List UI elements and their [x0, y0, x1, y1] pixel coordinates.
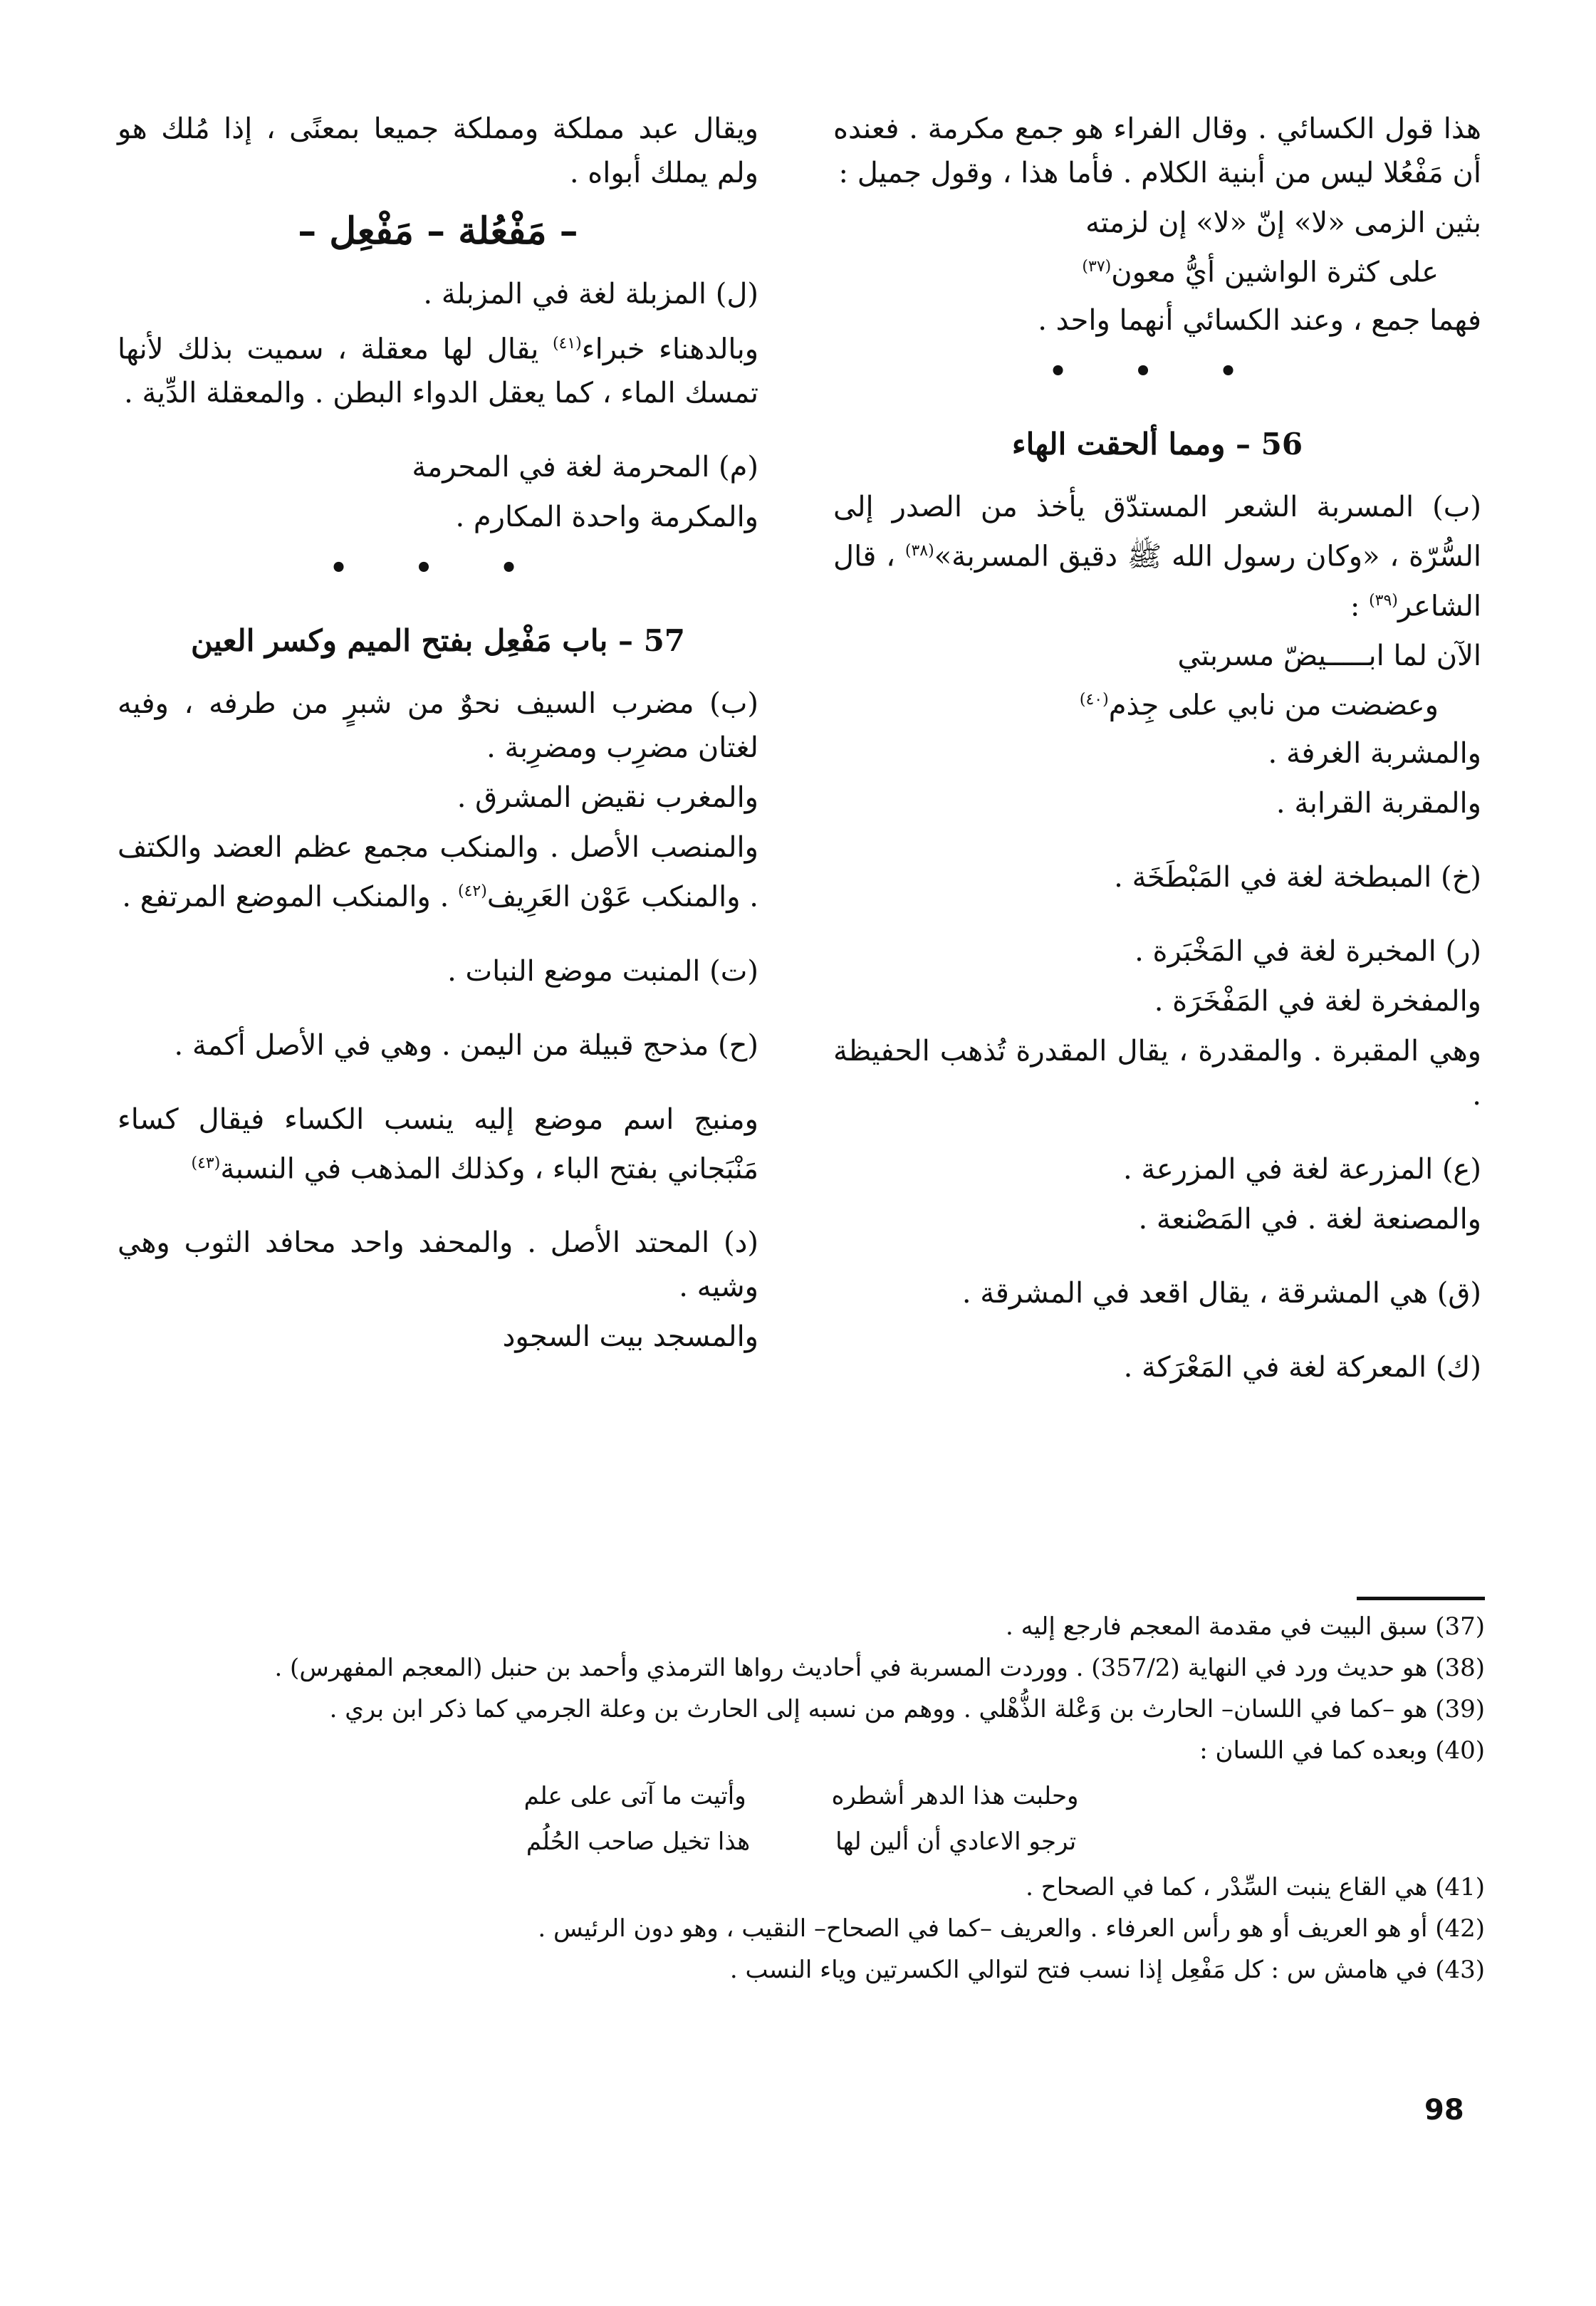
footnote-ref: (٣٧) [1082, 258, 1112, 276]
footnote-ref: (٤٢) [458, 882, 487, 901]
section-heading: 56 – ومما ألحقت الهاء [1011, 427, 1303, 462]
spacer [833, 831, 1481, 855]
paragraph: فهما جمع ، وعند الكسائي أنهما واحد . [1038, 304, 1481, 338]
footnote-ref: (٣٨) [904, 542, 934, 560]
paragraph: والمشربة الغرفة . [1268, 737, 1481, 771]
footnote: (40) وبعده كما في اللسان : [1199, 1736, 1485, 1765]
verse [833, 634, 1481, 727]
spacer [118, 999, 758, 1023]
paragraph: وهي المقبرة . والمقدرة ، يقال المقدرة تُذهب الحفيظة . [833, 1035, 1481, 1112]
paragraph-text: والمنصب الأصل . والمنكب مجمع عظم العضد والكتف . والمنكب عَوْن العَرِيف [118, 831, 758, 914]
footnote-ref: (٤٣) [191, 1154, 221, 1172]
hemistich: هذا تخيل صاحب الحُلُم [526, 1827, 751, 1856]
verse-line: بثين الزمى «لا» إنّ «لا» إن لزمته [1085, 207, 1481, 239]
paragraph: (ق) هي المشرقة ، يقال اقعد في المشرقة . [961, 1277, 1481, 1310]
footnote-verse [118, 1821, 1485, 1862]
paragraph: (ب) مضرب السيف نحوٌ من شبرٍ من طرفه ، وفيه لغتان مضرِب ومضرِبة . [118, 687, 758, 765]
footnote-ref: (٤١) [552, 335, 582, 353]
footnote-verse [118, 1775, 1485, 1817]
paragraph: ويقال عبد مملكة ومملكة جميعا بمعنًى ، إذا مُلك هو ولم يملك أبواه . [118, 113, 758, 189]
spacer [833, 1321, 1481, 1345]
hemistich: ترجو الاعادي أن ألين لها [835, 1827, 1077, 1856]
page-number: 98 [1424, 2094, 1464, 2127]
paragraph [118, 825, 758, 919]
spacer [118, 1073, 758, 1097]
paragraph-text: يقال لها معقلة ، سميت بذلك لأنها تمسك الماء ، كما يعقل الدواء البطن . والمعقلة الدِّية . [118, 333, 758, 410]
footnote: (37) سبق البيت في مقدمة المعجم فارجع إليه . [1005, 1612, 1485, 1641]
paragraph-text: وبالدهناء خبراء [581, 333, 759, 366]
right-column [833, 107, 1481, 1395]
hemistich: وحلبت هذا الدهر أشطره [831, 1782, 1079, 1810]
verse-text: على كثرة الواشين أيُّ معون [1111, 256, 1439, 289]
footnote: (39) هو –كما في اللسان– الحارث بن وَعْلة الذُّهْلي . ووهم من نسبه إلى الحارث بن وعلة الجرمي كما ذكر ابن بري . [329, 1695, 1485, 1723]
section-separator: • • • [1048, 355, 1266, 389]
paragraph: هذا قول الكسائي . وقال الفراء هو جمع مكرمة . فعنده أن مَفْعُلا ليس من أبنية الكلام . فأما هذا ، وقول جميل : [833, 113, 1481, 189]
paragraph: والمصنعة لغة . في المَصْنعة . [1138, 1203, 1481, 1236]
paragraph: (ع) المزرعة لغة في المزرعة . [1122, 1153, 1481, 1186]
footnote-ref: (٤٠) [1079, 690, 1109, 709]
verse-line [833, 678, 1481, 727]
paragraph [118, 322, 758, 415]
paragraph: (ك) المعركة لغة في المَعْرَكة . [1123, 1351, 1481, 1384]
hemistich: وأتيت ما آتى على علم [523, 1782, 746, 1810]
paragraph-text: ومنبج اسم موضع إليه ينسب الكساء فيقال كساء مَنْبَجاني بفتح الباء ، وكذلك المذهب في النسبة [118, 1102, 759, 1185]
footnote-ref: (٣٩) [1369, 591, 1398, 610]
spacer [833, 905, 1481, 929]
spacer [118, 1196, 758, 1221]
paragraph: والمسجد بيت السجود [502, 1320, 758, 1353]
paragraph: (ل) المزبلة لغة في المزبلة . [423, 278, 758, 311]
paragraph: (خ) المبطخة لغة في المَبْطَخَة . [1114, 861, 1481, 894]
footnote: (41) هي القاع ينبت السِّدْر ، كما في الصحاح . [1026, 1873, 1485, 1901]
paragraph: والمكرمة واحدة المكارم . [455, 501, 758, 534]
paragraph-text: : [1350, 589, 1360, 622]
paragraph: (ح) مذحج قبيلة من اليمن . وهي في الأصل أكمة . [174, 1028, 758, 1062]
paragraph [833, 485, 1481, 628]
spacer [833, 1247, 1481, 1271]
verse-line [833, 245, 1481, 294]
paragraph: (د) المحتد الأصل . والمحفد واحد محافد الثوب وهي وشيه . [118, 1226, 758, 1303]
paragraph-text: (ب) المسربة الشعر المستدّق يأخذ من الصدر إلى السُّرّة ، «وكان رسول الله ﷺ دقيق المسربة» [833, 491, 1482, 573]
paragraph: والمغرب نقيض المشرق . [457, 781, 758, 815]
paragraph: (ت) المنبت موضع النبات . [447, 954, 758, 988]
paragraph-text: . والمنكب الموضع المرتفع . [122, 880, 449, 914]
paragraph-text: ، قال الشاعر [833, 540, 1481, 622]
paragraph: (ر) المخبرة لغة في المَخْبَرة . [1135, 935, 1481, 969]
spacer [118, 421, 758, 445]
section-heading: – مَفْعُلة – مَفْعِل – [298, 209, 578, 253]
verse-line: الآن لما ابـــــيضّ مسربتي [1177, 639, 1481, 672]
section-separator: • • • [329, 551, 547, 585]
paragraph: والمقربة القرابة . [1276, 787, 1481, 820]
verse [833, 201, 1481, 294]
footnote: (43) في هامش س : كل مَفْعِل إذا نسب فتح لتوالي الكسرتين وياء النسب . [729, 1956, 1485, 1984]
footnote: (38) هو حديث ورد في النهاية (357/2) . ووردت المسربة في أحاديث رواها الترمذي وأحمد بن حنبل (المعجم المفهرس) . [274, 1654, 1485, 1682]
spacer [833, 1123, 1481, 1147]
footnote: (42) أو هو العريف أو هو رأس العرفاء . والعريف –كما في الصحاح– النقيب ، وهو دون الرئيس . [538, 1914, 1485, 1943]
paragraph: (م) المحرمة لغة في المحرمة [412, 451, 758, 484]
paragraph [118, 1097, 758, 1191]
paragraph: والمفخرة لغة في المَفْخَرَة . [1154, 985, 1481, 1018]
spacer [118, 925, 758, 949]
footnote-divider [1357, 1597, 1485, 1600]
verse-text: وعضضت من نابي على جِذم [1108, 689, 1439, 722]
footnotes [118, 1606, 1485, 1991]
left-column [118, 107, 758, 1365]
section-heading: 57 – باب مَفْعِل بفتح الميم وكسر العين [190, 623, 686, 659]
